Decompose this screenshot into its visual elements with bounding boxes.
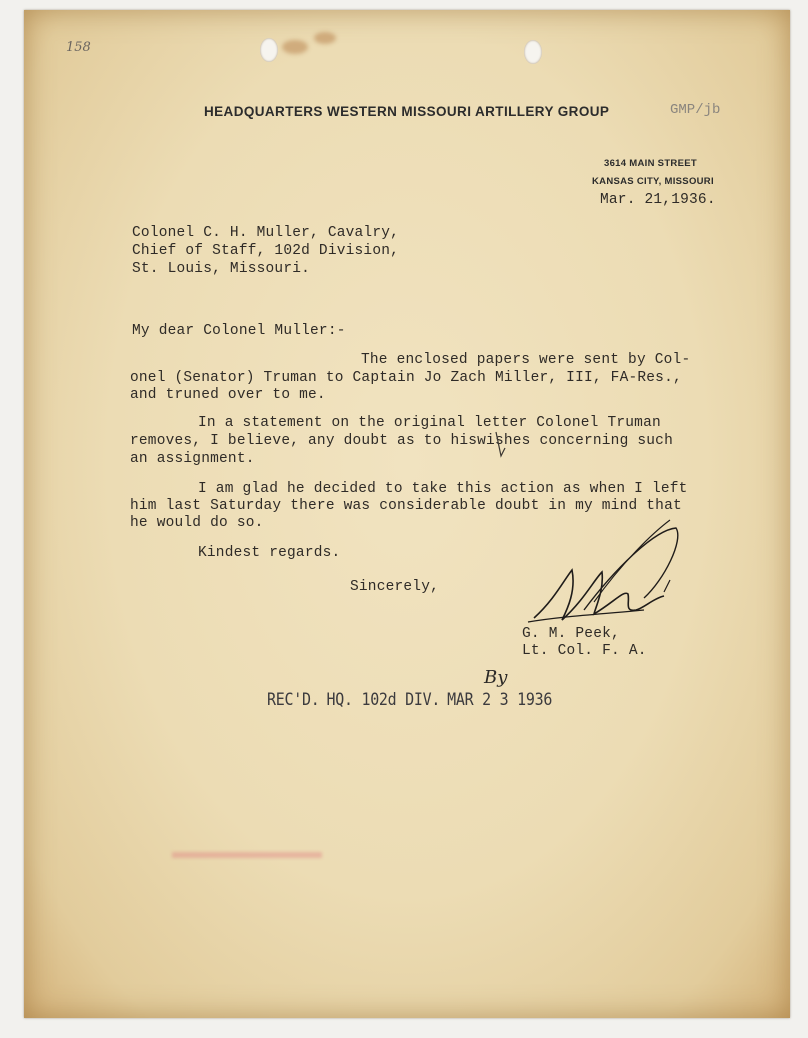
body-line: and truned over to me. [130,387,326,403]
body-line: onel (Senator) Truman to Captain Jo Zach Miller, III, FA-Res., [130,370,682,386]
body-line: In a statement on the original letter Colonel Truman [198,415,661,431]
body-line: removes, I believe, any doubt as to hiswishes concerning such [130,433,673,449]
salutation: My dear Colonel Muller:- [132,323,346,339]
recipient-line: Chief of Staff, 102d Division, [132,243,400,259]
body-line: him last Saturday there was considerable doubt in my mind that [130,498,682,514]
letter-page [24,10,790,1018]
page-number: 158 [66,40,91,55]
insertion-mark [494,430,506,460]
closing-sincerely: Sincerely, [350,579,440,595]
handwritten-signature [524,510,694,630]
stamp-received: REC'D. [266,690,320,710]
address-street: 3614 MAIN STREET [604,158,697,169]
received-stamp [232,670,559,730]
reference-initials: GMP/jb [670,102,721,118]
signer-title: Lt. Col. F. A. [522,643,647,659]
body-line: he would do so. [130,515,264,531]
address-city: KANSAS CITY, MISSOURI [592,176,714,187]
signer-name: G. M. Peek, [522,626,620,642]
letterhead-title: HEADQUARTERS WESTERN MISSOURI ARTILLERY GROUP [204,104,610,119]
punch-hole-right [524,40,542,64]
recipient-line: Colonel C. H. Muller, Cavalry, [132,225,400,241]
body-line: an assignment. [130,451,255,467]
stamp-date: MAR 2 3 1936 [447,690,553,710]
closing-regards: Kindest regards. [198,545,341,561]
faint-red-mark [172,852,322,858]
stamp-hq: HQ. 102d DIV. [326,690,441,710]
body-line: The enclosed papers were sent by Col- [361,352,691,368]
punch-hole-left [260,38,278,62]
body-line: I am glad he decided to take this action as when I left [198,481,688,497]
letter-date: Mar. 21,1936. [600,192,716,208]
stamp-initials: By [484,667,508,688]
recipient-line: St. Louis, Missouri. [132,261,311,277]
